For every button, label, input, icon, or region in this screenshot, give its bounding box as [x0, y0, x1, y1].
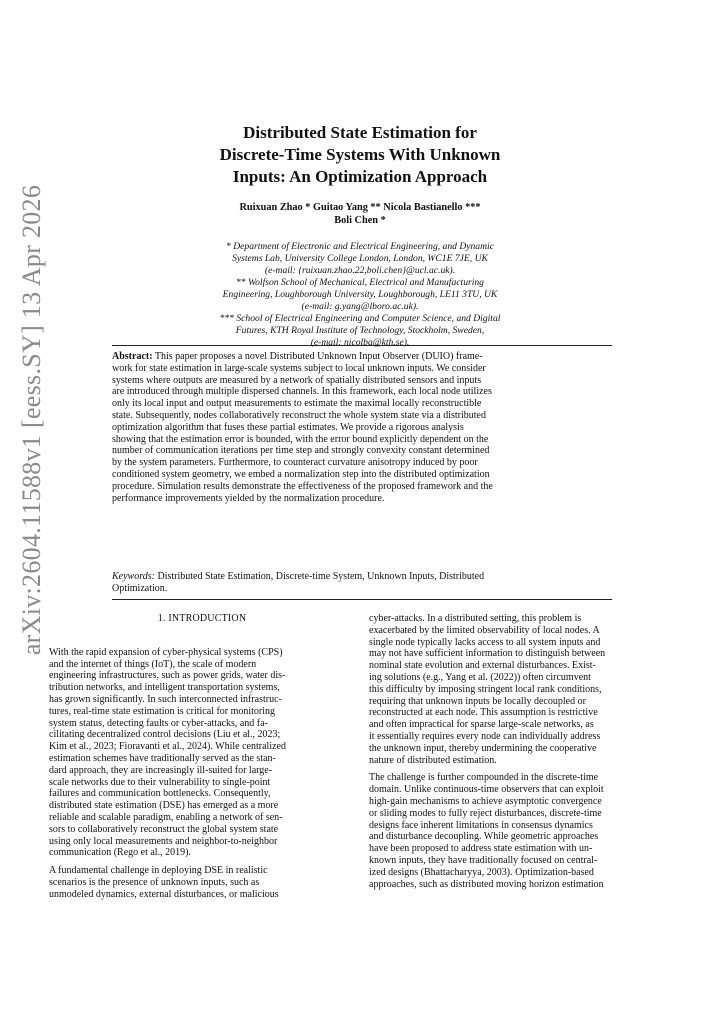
text-line: or sliding modes to fully reject disturbances, discrete-time: [369, 807, 602, 819]
abstract-line: state. Subsequently, nodes collaboratively reconstruct the whole system state via a distributed: [112, 409, 486, 421]
text-line: failures and communication bottlenecks. Consequently,: [49, 788, 271, 800]
text-line: ized designs (Bhattacharyya, 2003). Optimization-based: [369, 866, 594, 878]
abstract-line: work for state estimation in large-scale systems subject to local unknown inputs. We consider: [112, 362, 486, 374]
text-line: requiring that unknown inputs be locally decoupled or: [369, 695, 586, 707]
text-line: the unknown input, thereby undermining the cooperative: [369, 742, 597, 754]
abstract-line: performance improvements yielded by the normalization procedure.: [112, 492, 385, 504]
text-line: unmodeled dynamics, external disturbances, or malicious: [49, 888, 279, 900]
text-line: nature of distributed estimation.: [369, 754, 497, 766]
text-line: using only local measurements and neighbor-to-neighbor: [49, 835, 278, 847]
abstract-line: are introduced through multiple dispersed channels. In this framework, each local node utilizes: [112, 386, 492, 398]
abstract-line: by the system parameters. Furthermore, to counteract curvature anisotropy induced by poor: [112, 457, 478, 469]
abstract-line: number of communication iterations per time step and strongly convexity constant determined: [112, 445, 490, 457]
paragraph: [49, 865, 355, 900]
text-line: distributed state estimation (DSE) has emerged as a more: [49, 800, 279, 812]
abstract-line-text: This paper proposes a novel Distributed Unknown Input Observer (DUIO) frame-: [154, 351, 483, 362]
text-line: and the internet of things (IoT), the scale of modern: [49, 658, 257, 670]
affiliation-line: * Department of Electronic and Electrical Engineering, and Dynamic: [226, 241, 494, 252]
keywords-line: Optimization.: [112, 582, 168, 594]
author-line: Boli Chen *: [334, 215, 386, 226]
text-line: tures, real-time state estimation is critical for monitoring: [49, 705, 276, 717]
keywords-label: Keywords:: [112, 571, 155, 582]
text-line: scenarios is the presence of unknown inputs, such as: [49, 876, 260, 888]
text-line: communication (Rego et al., 2019).: [49, 847, 191, 859]
text-line: designs face inherent limitations in consensus dynamics: [369, 819, 593, 831]
text-line: known inputs, they have traditionally focused on central-: [369, 854, 598, 866]
abstract-line: procedure. Simulation results demonstrate the effectiveness of the proposed framework and the: [112, 480, 493, 492]
abstract: [112, 351, 612, 504]
abstract-line: only its local input and output measurements to estimate the maximal locally reconstructible: [112, 398, 482, 410]
arxiv-id-text: arXiv:2604.11588v1 [eess.SY] 13 Apr 2026: [17, 184, 47, 656]
abstract-line: showing that the estimation error is bounded, with the error bound explicitly dependent on the: [112, 433, 489, 445]
keywords-text: Distributed State Estimation, Discrete-time System, Unknown Inputs, Distributed: [157, 571, 485, 582]
text-line: A fundamental challenge in deploying DSE in realistic: [49, 865, 268, 877]
affiliation-line: (e-mail: {ruixuan.zhao.22,boli.chen}@ucl.ac.uk).: [264, 265, 456, 276]
text-line: cyber-attacks. In a distributed setting, this problem is: [369, 613, 582, 624]
title-line: Distributed State Estimation for: [243, 123, 477, 142]
right-column: [369, 613, 675, 896]
left-column: [49, 613, 355, 907]
text-line: and disturbance decoupling. While geometric approaches: [369, 831, 599, 843]
text-line: exacerbated by the limited observability of local nodes. A: [369, 624, 600, 636]
text-line: domain. Unlike continuous-time observers that can exploit: [369, 784, 604, 796]
arxiv-identifier: [12, 170, 52, 670]
paragraph: [49, 647, 355, 859]
abstract-line: [112, 351, 612, 363]
text-line: dard approach, they are increasingly ill-suited for large-: [49, 764, 273, 776]
text-line: cilitating decentralized control decisions (Liu et al., 2023;: [49, 729, 281, 741]
text-line: estimation schemes have traditionally served as the stan-: [49, 752, 276, 764]
text-line: approaches, such as distributed moving horizon estimation: [369, 878, 604, 890]
abstract-bottom-rule: [112, 599, 612, 600]
text-line: may not have sufficient information to distinguish between: [369, 648, 606, 660]
abstract-top-rule: [112, 345, 612, 346]
paragraph: [369, 772, 675, 890]
affiliation-line: Engineering, Loughborough University, Loughborough, LE11 3TU, UK: [222, 289, 498, 300]
affiliation-line: Systems Lab, University College London, London, WC1E 7JE, UK: [232, 253, 488, 264]
section-heading: 1. INTRODUCTION: [157, 613, 247, 624]
text-line: reconstructed at each node. This assumption is restrictive: [369, 707, 598, 719]
paragraph: [369, 613, 675, 766]
affiliation-line: *** School of Electrical Engineering and Computer Science, and Digital: [219, 313, 501, 324]
text-line: tribution networks, and intelligent transportation systems,: [49, 682, 280, 694]
text-line: this difficulty by imposing stringent local rank conditions,: [369, 683, 602, 695]
text-line: high-gain mechanisms to achieve asymptotic convergence: [369, 795, 602, 807]
text-line: sors to collaboratively reconstruct the global system state: [49, 823, 279, 835]
paper-title: [140, 122, 580, 188]
text-line: system status, detecting faults or cyber-attacks, and fa-: [49, 717, 268, 729]
title-line: Discrete-Time Systems With Unknown: [219, 145, 501, 164]
text-line: With the rapid expansion of cyber-physical systems (CPS): [49, 646, 283, 658]
affiliation-line: ** Wolfson School of Mechanical, Electrical and Manufacturing: [236, 277, 484, 288]
abstract-line: conditioned system geometry, we embed a normalization step into the distributed optimization: [112, 468, 490, 480]
text-line: single node typically lacks access to all system inputs and: [369, 636, 601, 648]
text-line: has grown significantly. In such interconnected infrastruc-: [49, 693, 282, 705]
affiliation-line: (e-mail: nicolba@kth.se).: [310, 337, 410, 348]
text-line: and often impractical for sparse large-scale networks, as: [369, 719, 594, 731]
text-line: reliable and scalable paradigm, enabling a network of sen-: [49, 811, 283, 823]
keywords-line: [112, 571, 612, 583]
affiliation-line: (e-mail: g.yang@lboro.ac.uk).: [301, 301, 419, 312]
text-line: have been proposed to address state estimation with un-: [369, 843, 593, 855]
affiliation-line: Futures, KTH Royal Institute of Technology, Stockholm, Sweden,: [235, 325, 485, 336]
author-line: Ruixuan Zhao * Guitao Yang ** Nicola Bastianello ***: [239, 202, 481, 213]
text-line: engineering infrastructures, such as power grids, water dis-: [49, 670, 286, 682]
abstract-line: systems where outputs are measured by a network of spatially distributed sensors and inputs: [112, 374, 482, 386]
affiliations: [150, 241, 570, 349]
author-list: [140, 201, 580, 227]
text-line: ing solutions (e.g., Yang et al. (2022)) often circumvent: [369, 671, 591, 683]
abstract-label: Abstract:: [112, 351, 153, 362]
text-line: it essentially requires every node can individually address: [369, 730, 601, 742]
abstract-line: optimization algorithm that fuses these partial estimates. We provide a rigorous analysis: [112, 421, 464, 433]
text-line: nominal state evolution and external disturbances. Exist-: [369, 660, 596, 672]
title-line: Inputs: An Optimization Approach: [232, 167, 488, 186]
keywords: [112, 571, 612, 595]
text-line: The challenge is further compounded in the discrete-time: [369, 772, 599, 784]
text-line: scale networks due to their vulnerability to single-point: [49, 776, 271, 788]
text-line: Kim et al., 2023; Fioravanti et al., 2024). While centralized: [49, 741, 286, 753]
